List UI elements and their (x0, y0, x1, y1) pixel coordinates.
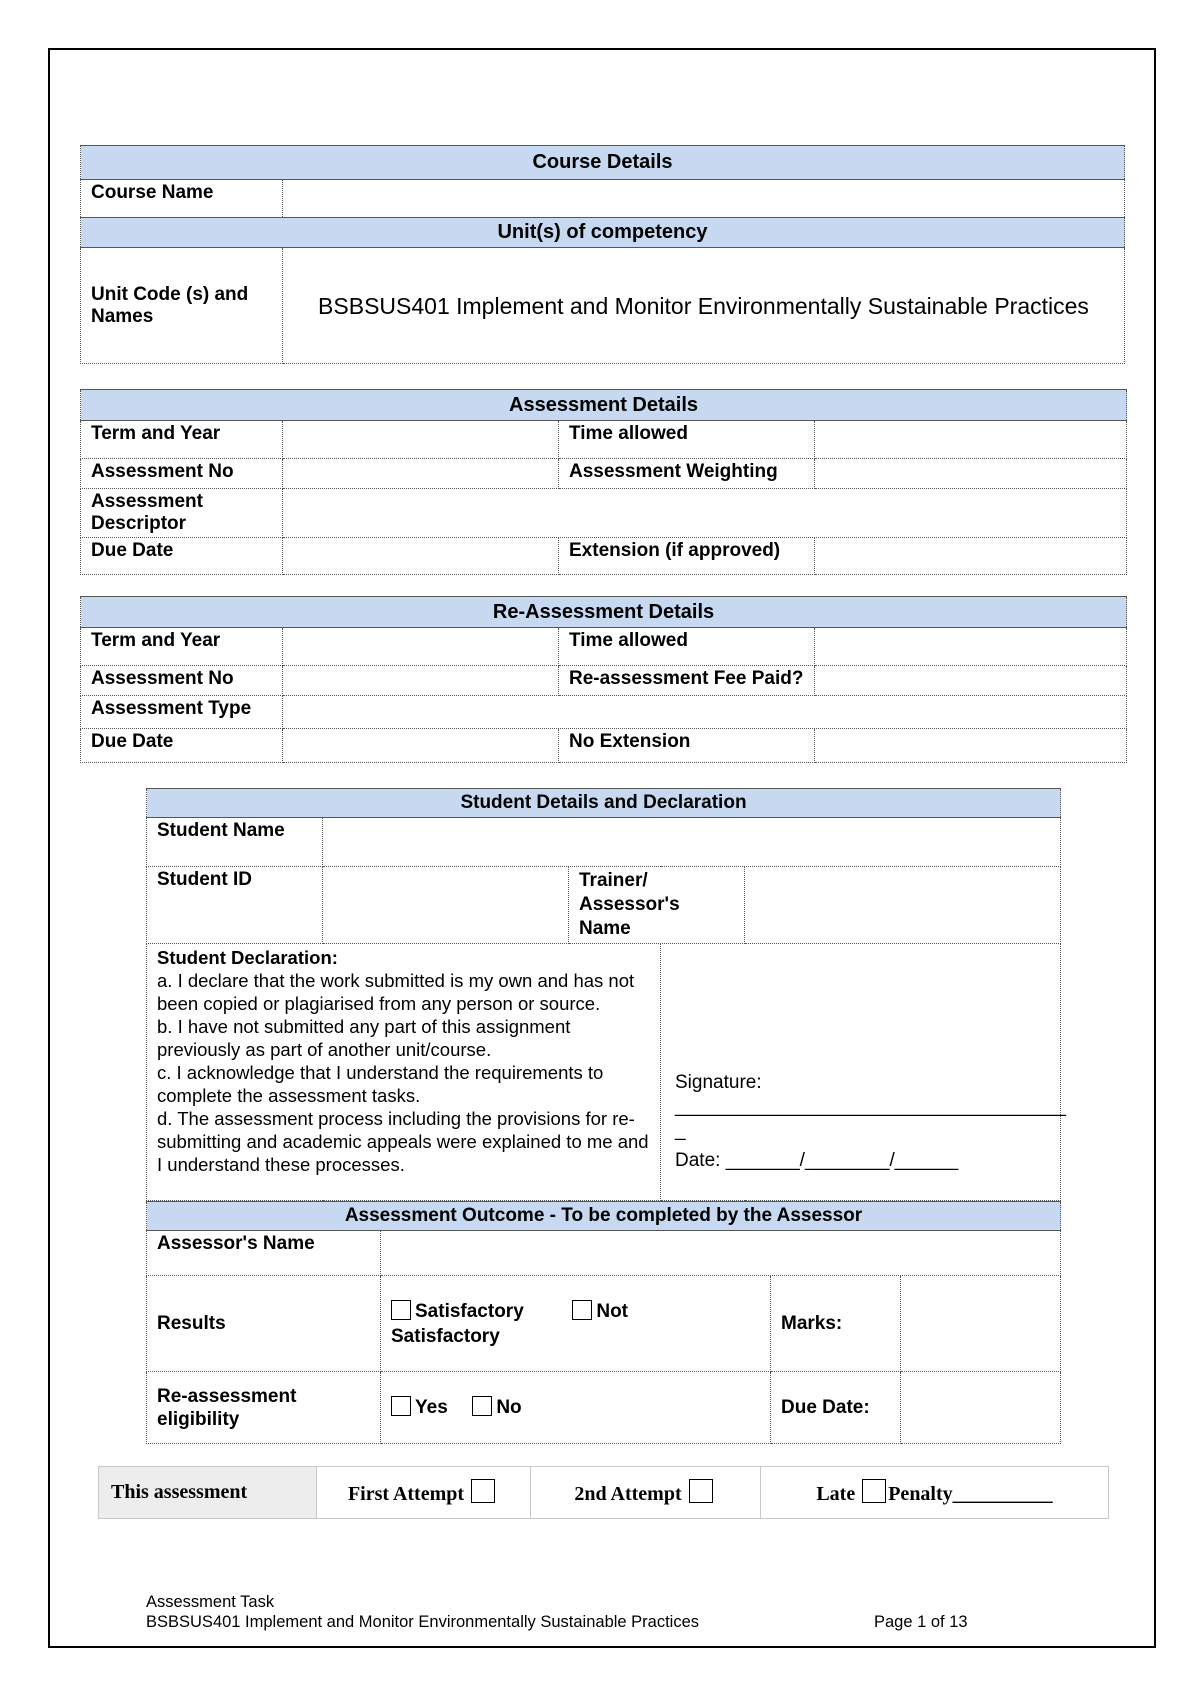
yes-checkbox[interactable] (391, 1396, 411, 1416)
signature-line[interactable]: _____________________________________ (675, 1096, 1066, 1117)
not-label: Not (596, 1300, 628, 1322)
marks-label: Marks: (771, 1276, 901, 1372)
course-details-table (80, 145, 1125, 364)
first-attempt-label: First Attempt (347, 1483, 465, 1505)
re-term-year-field[interactable] (283, 628, 559, 666)
trainer-label: Trainer/ Assessor's Name (569, 867, 745, 944)
student-details-table (146, 788, 1066, 1201)
extension-label: Extension (if approved) (559, 538, 815, 575)
reassessment-details-table (80, 596, 1127, 763)
not-satisfactory-label: Satisfactory (391, 1325, 500, 1347)
declaration-title: Student Declaration: (157, 947, 338, 968)
second-attempt-cell (531, 1467, 761, 1519)
re-due-date-label: Due Date (81, 729, 283, 763)
outcome-header: Assessment Outcome - To be completed by the Assessor (147, 1202, 1061, 1231)
footer-page-number: Page 1 of 13 (874, 1613, 968, 1631)
units-header: Unit(s) of competency (81, 218, 1125, 248)
assessment-no-label: Assessment No (81, 459, 283, 489)
footer-line-2: BSBSUS401 Implement and Monitor Environmentally Sustainable Practices (146, 1613, 700, 1631)
course-name-label: Course Name (81, 180, 283, 218)
unit-code-value: BSBSUS401 Implement and Monitor Environmentally Sustainable Practices (283, 248, 1125, 364)
signature-dash: _ (675, 1120, 686, 1141)
footer-line-1: Assessment Task (146, 1593, 275, 1611)
declaration-line-c: c. I acknowledge that I understand the requirements to complete the assessment tasks. (157, 1062, 604, 1106)
yes-label: Yes (415, 1397, 448, 1418)
re-time-allowed-field[interactable] (815, 628, 1127, 666)
assessment-outcome-table (146, 1201, 1061, 1444)
assessor-name-label: Assessor's Name (147, 1231, 381, 1276)
student-name-field[interactable] (323, 818, 1061, 867)
assessment-details-header: Assessment Details (81, 390, 1127, 421)
fee-paid-field[interactable] (815, 666, 1127, 696)
signature-label: Signature: (675, 1072, 762, 1093)
weighting-field[interactable] (815, 459, 1127, 489)
first-attempt-checkbox[interactable] (471, 1479, 495, 1503)
declaration-text (147, 944, 661, 1201)
no-extension-field[interactable] (815, 729, 1127, 763)
re-assessment-no-field[interactable] (283, 666, 559, 696)
declaration-line-d: d. The assessment process including the provisions for re-submitting and academic appeals were explained to me and I understand these processes. (157, 1108, 649, 1175)
results-options (381, 1276, 771, 1372)
no-checkbox[interactable] (472, 1396, 492, 1416)
time-allowed-field[interactable] (815, 421, 1127, 459)
fee-paid-label: Re-assessment Fee Paid? (559, 666, 815, 696)
course-name-field[interactable] (283, 180, 1125, 218)
assessment-type-label: Assessment Type (81, 696, 283, 729)
term-year-field[interactable] (283, 421, 559, 459)
second-attempt-checkbox[interactable] (689, 1479, 713, 1503)
weighting-label: Assessment Weighting (559, 459, 815, 489)
assessment-details-table (80, 389, 1127, 575)
extension-field[interactable] (815, 538, 1127, 575)
trainer-field[interactable] (745, 867, 1061, 944)
second-attempt-label: 2nd Attempt (574, 1483, 682, 1505)
assessor-name-field[interactable] (381, 1231, 1061, 1276)
assessment-no-field[interactable] (283, 459, 559, 489)
descriptor-label: Assessment Descriptor (81, 489, 283, 538)
satisfactory-checkbox[interactable] (391, 1300, 411, 1320)
late-cell (761, 1467, 1109, 1519)
late-checkbox[interactable] (862, 1479, 886, 1503)
assessment-type-field[interactable] (283, 696, 1127, 729)
term-year-label: Term and Year (81, 421, 283, 459)
student-details-header: Student Details and Declaration (147, 789, 1061, 818)
no-label: No (496, 1397, 522, 1418)
course-details-header: Course Details (81, 146, 1125, 180)
due-date-label: Due Date (81, 538, 283, 575)
student-name-label: Student Name (147, 818, 323, 867)
no-extension-label: No Extension (559, 729, 815, 763)
marks-field[interactable] (901, 1276, 1061, 1372)
declaration-line-b: b. I have not submitted any part of this assignment previously as part of another unit/course. (157, 1016, 571, 1060)
outcome-due-date-label: Due Date: (771, 1372, 901, 1444)
this-assessment-label: This assessment (99, 1467, 317, 1519)
reassessment-details-header: Re-Assessment Details (81, 597, 1127, 628)
student-id-label: Student ID (147, 867, 323, 944)
not-satisfactory-checkbox[interactable] (572, 1300, 592, 1320)
results-label: Results (147, 1276, 381, 1372)
satisfactory-label: Satisfactory (415, 1300, 524, 1322)
unit-code-label: Unit Code (s) and Names (81, 248, 283, 364)
date-line[interactable]: Date: _______/________/______ (675, 1150, 959, 1171)
due-date-field[interactable] (283, 538, 559, 575)
late-label: Late (816, 1483, 856, 1505)
first-attempt-cell (317, 1467, 531, 1519)
student-id-field[interactable] (323, 867, 569, 944)
outcome-due-date-field[interactable] (901, 1372, 1061, 1444)
re-term-year-label: Term and Year (81, 628, 283, 666)
declaration-line-a: a. I declare that the work submitted is my own and has not been copied or plagiarised from any person or source. (157, 970, 635, 1014)
descriptor-field[interactable] (283, 489, 1127, 538)
eligibility-options (381, 1372, 771, 1444)
reassessment-eligibility-label: Re-assessment eligibility (147, 1372, 381, 1444)
re-due-date-field[interactable] (283, 729, 559, 763)
re-assessment-no-label: Assessment No (81, 666, 283, 696)
attempt-table (98, 1466, 1109, 1519)
re-time-allowed-label: Time allowed (559, 628, 815, 666)
signature-cell[interactable] (661, 944, 1066, 1201)
time-allowed-label: Time allowed (559, 421, 815, 459)
penalty-label[interactable]: Penalty__________ (888, 1483, 1053, 1505)
